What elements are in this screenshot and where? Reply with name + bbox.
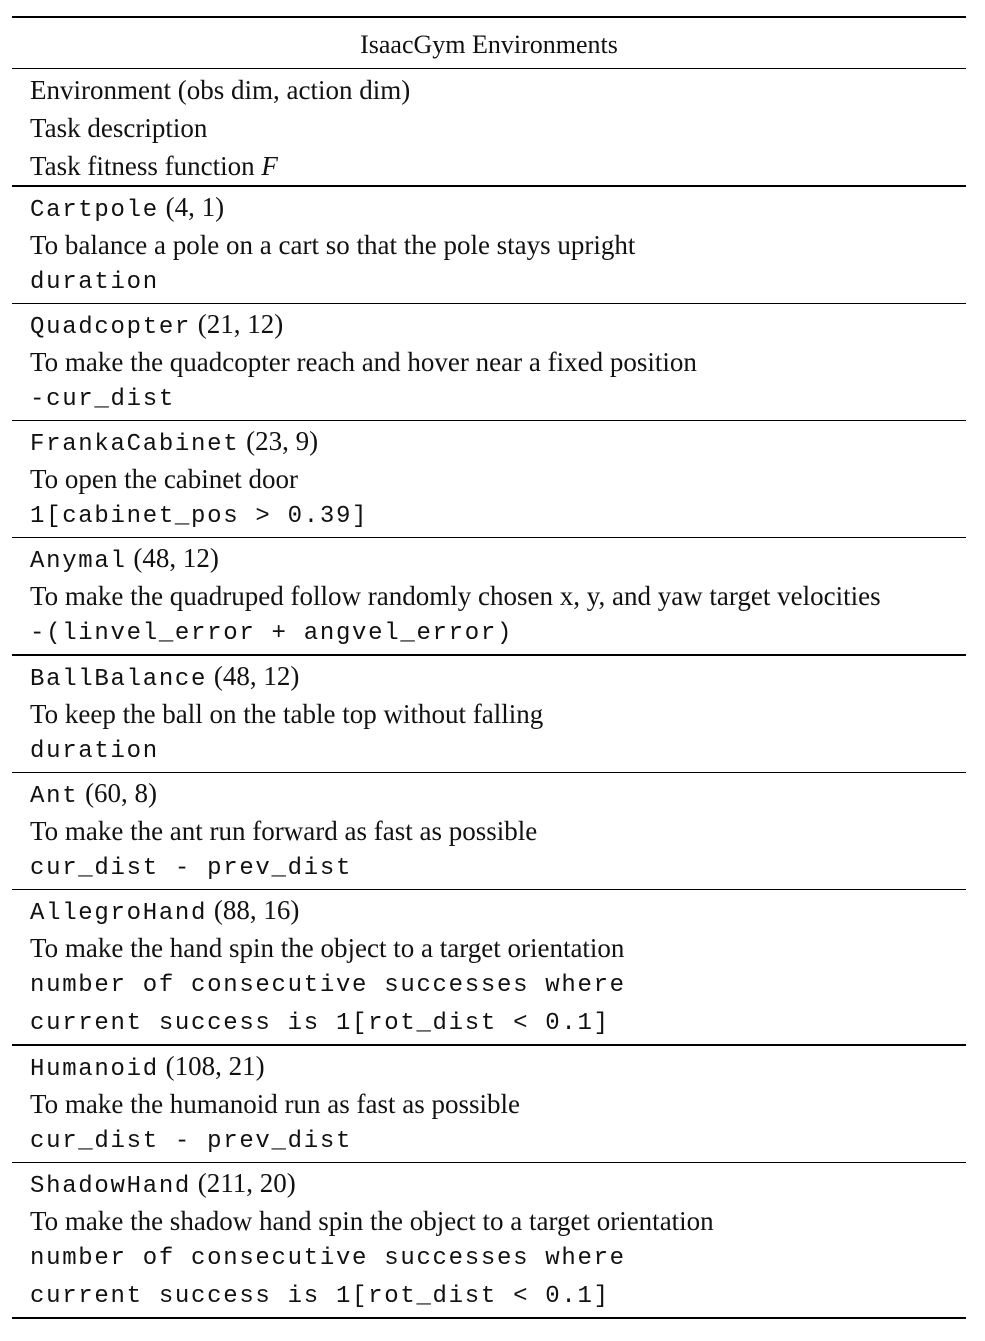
fitness-function: cur_dist - prev_dist — [30, 855, 353, 883]
environment-name: Cartpole — [30, 196, 159, 224]
header-fitness-label: Task fitness function — [30, 151, 262, 182]
task-description: To make the quadcopter reach and hover near a fixed position — [30, 346, 697, 377]
environment-rows — [12, 185, 966, 1317]
bottom-rule — [12, 1317, 966, 1319]
environment-title-line — [30, 188, 966, 226]
task-description: To make the quadruped follow randomly chosen x, y, and yaw target velocities — [30, 581, 881, 612]
task-description: To balance a pole on a cart so that the pole stays upright — [30, 229, 636, 260]
fitness-function: duration — [30, 737, 159, 765]
environment-dims: (48, 12) — [133, 543, 219, 574]
environment-dims: (4, 1) — [165, 191, 225, 222]
environment-row — [12, 1046, 966, 1162]
spacer — [159, 1051, 166, 1081]
environment-title-line — [30, 1047, 966, 1085]
fitness-function: current success is 1[rot_dist < 0.1] — [30, 1010, 610, 1038]
fitness-function: cur_dist - prev_dist — [30, 1127, 353, 1155]
environment-name: Ant — [30, 783, 79, 811]
environment-row — [12, 773, 966, 889]
header-line-fitness — [30, 147, 966, 185]
environment-dims: (60, 8) — [85, 778, 158, 809]
environment-row — [12, 304, 966, 420]
environment-title-line — [30, 891, 966, 929]
environment-row — [12, 890, 966, 1044]
environment-dims: (23, 9) — [246, 426, 319, 457]
environment-name: Humanoid — [30, 1055, 159, 1083]
fitness-symbol: F — [261, 151, 278, 182]
task-description: To make the shadow hand spin the object to a target orientation — [30, 1205, 714, 1236]
spacer — [191, 1168, 198, 1198]
header-line-description: Task description — [30, 113, 208, 144]
environments-table — [12, 16, 966, 1319]
fitness-function: duration — [30, 268, 159, 296]
environment-title-line — [30, 422, 966, 460]
environment-row — [12, 656, 966, 772]
environment-row — [12, 421, 966, 537]
table-header — [12, 69, 966, 185]
environment-name: BallBalance — [30, 665, 208, 693]
task-description: To make the hand spin the object to a target orientation — [30, 933, 625, 964]
environment-dims: (88, 16) — [213, 895, 300, 926]
fitness-function: -(linvel_error + angvel_error) — [30, 620, 514, 648]
spacer — [207, 895, 214, 925]
environment-row — [12, 538, 966, 654]
environment-dims: (21, 12) — [197, 308, 284, 339]
fitness-function: -cur_dist — [30, 385, 175, 413]
fitness-function: number of consecutive successes where — [30, 1244, 626, 1272]
task-description: To keep the ball on the table top without falling — [30, 698, 544, 729]
spacer — [191, 309, 198, 339]
fitness-function: number of consecutive successes where — [30, 972, 626, 1000]
environment-name: Anymal — [30, 548, 127, 576]
environment-title-line — [30, 774, 966, 812]
environment-dims: (108, 21) — [165, 1050, 265, 1081]
task-description: To open the cabinet door — [30, 464, 299, 495]
environment-title-line — [30, 539, 966, 577]
environment-row — [12, 187, 966, 303]
environment-title-line — [30, 657, 966, 695]
environment-name: FrankaCabinet — [30, 431, 240, 459]
table-title: IsaacGym Environments — [360, 30, 618, 59]
environment-row — [12, 1163, 966, 1317]
spacer — [159, 192, 166, 222]
environment-title-line — [30, 1164, 966, 1202]
environment-name: AllegroHand — [30, 900, 208, 928]
environment-title-line — [30, 305, 966, 343]
header-line-environment: Environment (obs dim, action dim) — [30, 75, 411, 106]
environment-dims: (48, 12) — [213, 660, 300, 691]
fitness-function: current success is 1[rot_dist < 0.1] — [30, 1282, 610, 1310]
task-description: To make the ant run forward as fast as possible — [30, 816, 538, 847]
environment-name: ShadowHand — [30, 1172, 192, 1200]
task-description: To make the humanoid run as fast as possible — [30, 1088, 521, 1119]
fitness-function: 1[cabinet_pos > 0.39] — [30, 503, 369, 531]
environment-name: Quadcopter — [30, 313, 192, 341]
spacer — [207, 661, 214, 691]
environment-dims: (211, 20) — [197, 1167, 296, 1198]
